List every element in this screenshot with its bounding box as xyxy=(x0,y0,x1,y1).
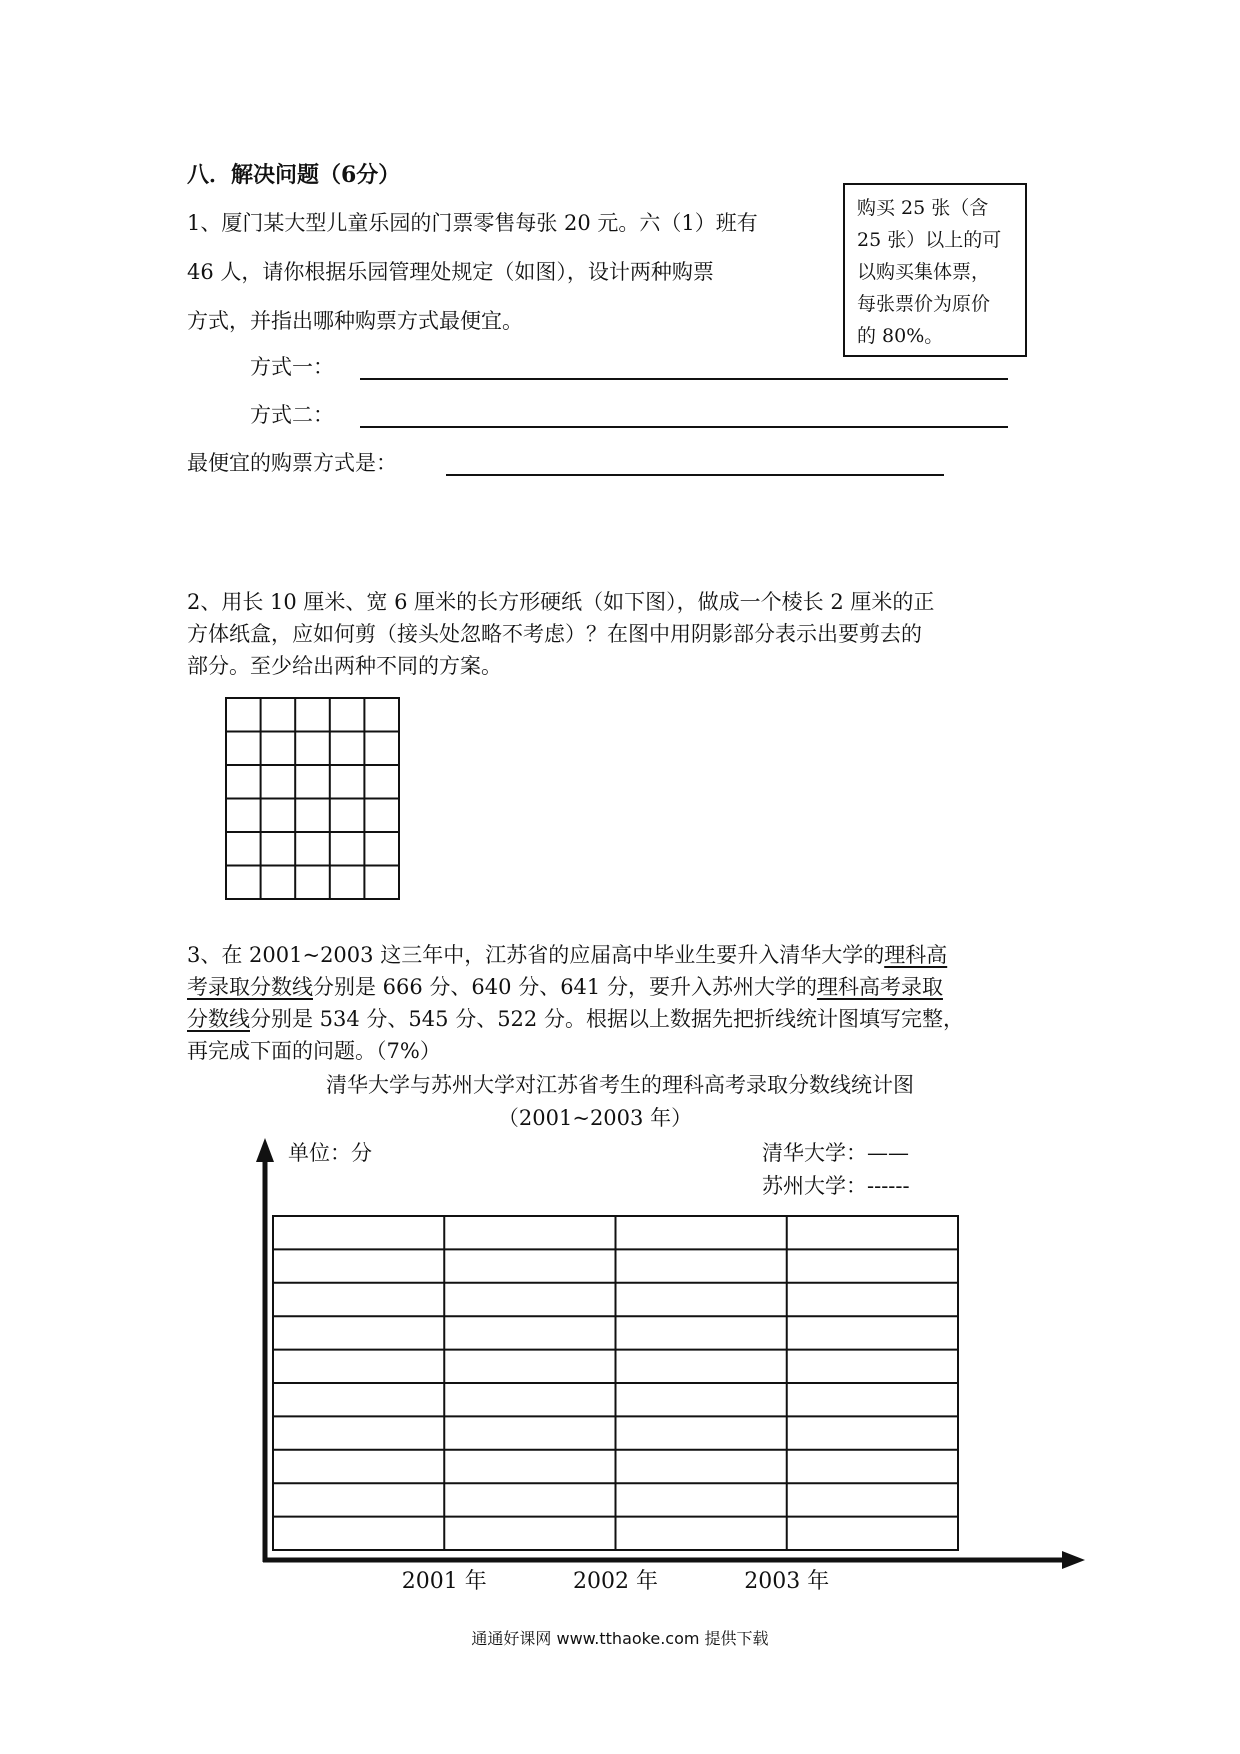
option-2-label: 方式二： xyxy=(250,403,334,427)
chart-title: 清华大学与苏州大学对江苏省考生的理科高考录取分数线统计图 xyxy=(326,1073,914,1097)
notice-line: 购买 25 张（含 xyxy=(857,197,989,219)
option-1-label: 方式一： xyxy=(250,355,334,379)
x-tick-label: 2002 年 xyxy=(573,1569,658,1594)
chart-grid xyxy=(273,1216,958,1550)
x-tick-label: 2001 年 xyxy=(401,1569,487,1594)
notice-line: 25 张）以上的可 xyxy=(857,229,1002,251)
q2-line-1: 2、用长 10 厘米、宽 6 厘米的长方形硬纸（如下图），做成一个棱长 2 厘米的正 xyxy=(187,590,935,614)
q1-line-3: 方式，并指出哪种购票方式最便宜。 xyxy=(187,309,523,333)
q3-line-4: 再完成下面的问题。（7%） xyxy=(187,1039,441,1063)
q3-text: 3、在 2001~2003 这三年中，江苏省的应届高中毕业生要升入清华大学的 xyxy=(187,943,885,967)
chart-axes xyxy=(256,1138,1085,1569)
q3-underlined-term: 考录取分数线 xyxy=(187,975,313,999)
notice-line: 每张票价为原价 xyxy=(857,293,991,315)
notice-line: 的 80%。 xyxy=(857,325,944,347)
x-tick-labels xyxy=(402,1569,829,1594)
q3-text: 分别是 534 分、545 分、522 分。根据以上数据先把折线统计图填写完整， xyxy=(250,1007,964,1031)
legend-entry-tsinghua: 清华大学：—— xyxy=(762,1141,909,1165)
cheapest-label: 最便宜的购票方式是： xyxy=(187,451,397,475)
footer-credit: 通通好课网 www.tthaoke.com 提供下载 xyxy=(471,1629,769,1648)
q2-line-2: 方体纸盒，应如何剪（接头处忽略不考虑）？在图中用阴影部分表示出要剪去的 xyxy=(187,622,922,646)
q3-underlined-term: 分数线 xyxy=(187,1007,250,1031)
q3-underlined-term: 理科高 xyxy=(884,943,948,967)
notice-line: 以购买集体票， xyxy=(857,261,991,283)
q1-line-1: 1、厦门某大型儿童乐园的门票零售每张 20 元。六（1）班有 xyxy=(187,211,758,235)
x-tick-label: 2003 年 xyxy=(744,1569,830,1594)
x-axis-arrow xyxy=(1062,1551,1085,1569)
chart-unit-label: 单位：分 xyxy=(288,1141,372,1165)
section-title: 八．解决问题（6分） xyxy=(187,162,401,188)
q2-line-3: 部分。至少给出两种不同的方案。 xyxy=(187,654,502,678)
y-axis-arrow xyxy=(256,1138,274,1162)
q1-line-2: 46 人，请你根据乐园管理处规定（如图），设计两种购票 xyxy=(187,260,714,284)
q3-text: 分别是 666 分、640 分、641 分，要升入苏州大学的 xyxy=(313,975,817,999)
legend-entry-suzhou: 苏州大学：------ xyxy=(762,1174,910,1198)
chart-subtitle: （2001~2003 年） xyxy=(497,1106,693,1130)
q3-underlined-term: 理科高考录取 xyxy=(816,975,943,999)
